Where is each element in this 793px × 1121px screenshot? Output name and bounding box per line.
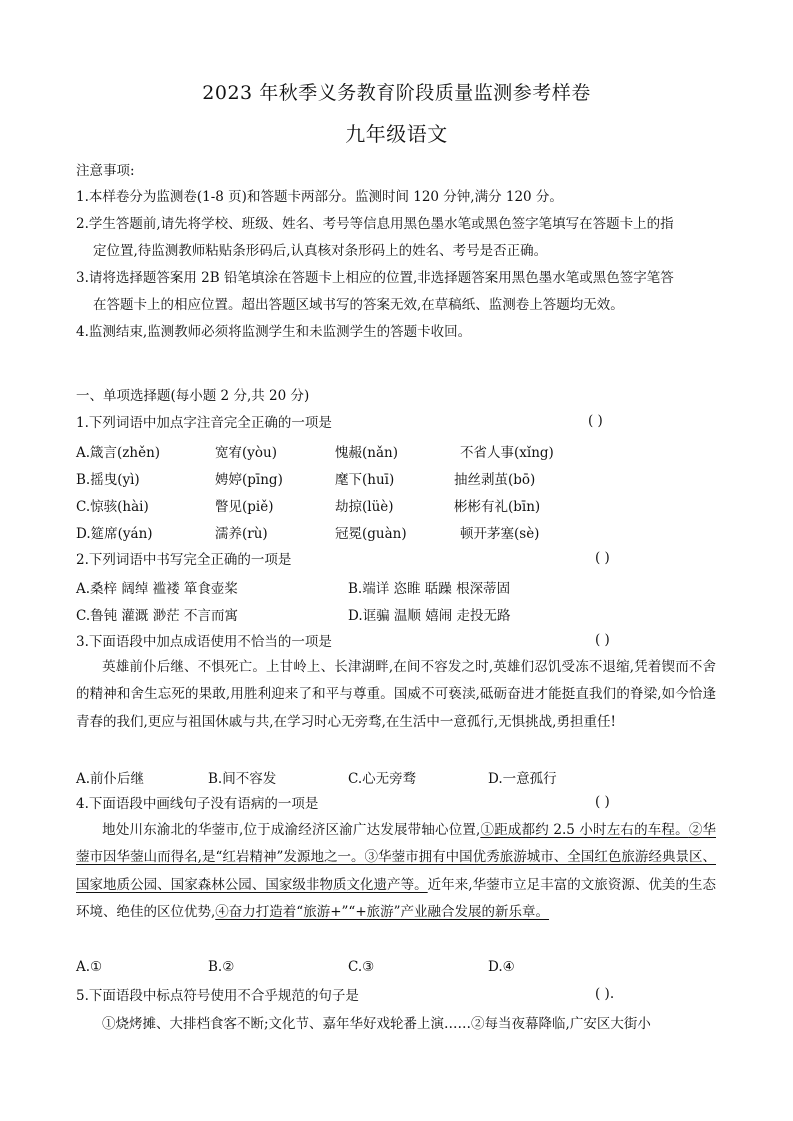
q4-passage-part-1: 地处川东渝北的华蓥市,位于成渝经济区渝广达发展带轴心位置, xyxy=(102,822,481,838)
q1-option-c-2: 瞥见(piě) xyxy=(215,499,274,515)
q3-passage xyxy=(76,654,716,736)
q2-option-c: C.鲁钝 灌溉 渺茫 不言而寓 xyxy=(76,608,239,624)
q3-option-a: A.前仆后继 xyxy=(76,771,145,787)
q1-option-b-3: 麾下(huī) xyxy=(335,472,395,488)
q1-option-c-4: 彬彬有礼(bīn) xyxy=(454,499,541,515)
q1-option-c-3: 劫掠(lüè) xyxy=(335,499,394,515)
question-2-stem: 2.下列词语中书写完全正确的一项是 xyxy=(76,552,292,568)
q1-option-a-2: 宽宥(yòu) xyxy=(215,445,277,461)
q1-option-d-1: D.筵席(yán) xyxy=(76,526,153,542)
q1-option-a-1: A.箴言(zhěn) xyxy=(76,445,161,461)
q4-underlined-3: ③华蓥市拥有中国优秀旅游城市、全国红色旅游经典景区、国家地质公园、国家森林公园、国家级非物质文化遗产等。 xyxy=(76,849,716,893)
q1-option-b-4: 抽丝剥茧(bō) xyxy=(454,472,536,488)
q2-option-a: A.桑梓 阔绰 褴褛 箪食壶桨 xyxy=(76,581,238,597)
q1-option-b-1: B.摇曳(yì) xyxy=(76,472,140,488)
section-1-heading: 一、单项选择题(每小题 2 分,共 20 分) xyxy=(76,388,310,404)
answer-bracket: ( ) xyxy=(588,413,603,429)
q2-option-b: B.端详 恣睢 聒躁 根深蒂固 xyxy=(348,581,511,597)
question-3-stem: 3.下面语段中加点成语使用不恰当的一项是 xyxy=(76,634,332,650)
q4-option-a: A.① xyxy=(76,959,103,975)
q3-option-c: C.心无旁骛 xyxy=(348,771,417,787)
note-1: 1.本样卷分为监测卷(1-8 页)和答题卡两部分。监测时间 120 分钟,满分 120 分。 xyxy=(76,189,563,205)
q4-passage xyxy=(76,817,716,926)
q5-passage: ①烧烤摊、大排档食客不断;文化节、嘉年华好戏轮番上演……②每当夜幕降临,广安区大街小 xyxy=(102,1016,651,1032)
answer-bracket: ( ) xyxy=(595,550,610,566)
note-2-line-1: 2.学生答题前,请先将学校、班级、姓名、考号等信息用黑色墨水笔或黑色签字笔填写在答题卡上的指 xyxy=(76,216,674,232)
q1-option-d-3: 冠冕(guàn) xyxy=(335,526,407,542)
exam-title: 2023 年秋季义务教育阶段质量监测参考样卷 xyxy=(202,82,591,104)
note-3-line-2: 在答题卡上的相应位置。超出答题区域书写的答案无效,在草稿纸、监测卷上答题均无效。 xyxy=(93,297,624,313)
q1-option-a-4: 不省人事(xǐng) xyxy=(460,445,554,461)
note-2-line-2: 定位置,待监测教师粘贴条形码后,认真核对条形码上的姓名、考号是否正确。 xyxy=(93,243,548,259)
q1-option-b-2: 娉婷(pīng) xyxy=(215,472,283,488)
answer-bracket: ( ) xyxy=(595,632,610,648)
question-4-stem: 4.下面语段中画线句子没有语病的一项是 xyxy=(76,796,319,812)
q1-option-d-2: 濡养(rù) xyxy=(215,526,268,542)
q1-option-a-3: 愧赧(nǎn) xyxy=(335,445,398,461)
answer-bracket: ( ) xyxy=(595,794,610,810)
notes-heading: 注意事项: xyxy=(76,163,135,179)
q1-option-d-4: 顿开茅塞(sè) xyxy=(460,526,540,542)
exam-subtitle: 九年级语文 xyxy=(345,122,448,146)
question-1-stem: 1.下列词语中加点字注音完全正确的一项是 xyxy=(76,415,332,431)
q3-option-d: D.一意孤行 xyxy=(488,771,557,787)
q4-option-c: C.③ xyxy=(348,959,375,975)
note-4: 4.监测结束,监测教师必须将监测学生和未监测学生的答题卡收回。 xyxy=(76,324,472,340)
q4-passage-part-2: 近年来,华蓥市立足丰富的文旅资源、优美的生态环境、绝佳的区位优势, xyxy=(76,876,717,920)
q4-underlined-4: ④奋力打造着“旅游+”“+旅游”产业融合发展的新乐章。 xyxy=(215,903,550,920)
q4-underlined-1: ①距成都约 2.5 小时左右的车程。 xyxy=(480,822,689,838)
answer-bracket: ( ). xyxy=(595,986,615,1002)
q3-passage-text: 英雄前仆后继、不惧死亡。上甘岭上、长津湖畔,在间不容发之时,英雄们忍饥受冻不退缩,凭着锲而不舍的精神和舍生忘死的果敢,用胜利迎来了和平与尊重。国威不可亵渎,砥砺奋进才能挺直我们的脊梁,如今恰逢青春的我们,更应与祖国休戚与共,在学习时心无旁骛,在生活中一意孤行,无惧挑战,勇担重任! xyxy=(76,659,716,730)
q4-underlined-2: ②华蓥市因华蓥山而得名,是“红岩精神”发源地之一。 xyxy=(76,822,716,866)
q4-option-d: D.④ xyxy=(488,959,515,975)
q1-option-c-1: C.惊骇(hài) xyxy=(76,499,149,515)
note-3-line-1: 3.请将选择题答案用 2B 铅笔填涂在答题卡上相应的位置,非选择题答案用黑色墨水笔或黑色签字笔答 xyxy=(76,270,674,286)
q4-option-b: B.② xyxy=(208,959,235,975)
question-5-stem: 5.下面语段中标点符号使用不合乎规范的句子是 xyxy=(76,988,359,1004)
q3-option-b: B.间不容发 xyxy=(208,771,277,787)
q2-option-d: D.诓骗 温顺 嬉闹 走投无路 xyxy=(348,608,511,624)
